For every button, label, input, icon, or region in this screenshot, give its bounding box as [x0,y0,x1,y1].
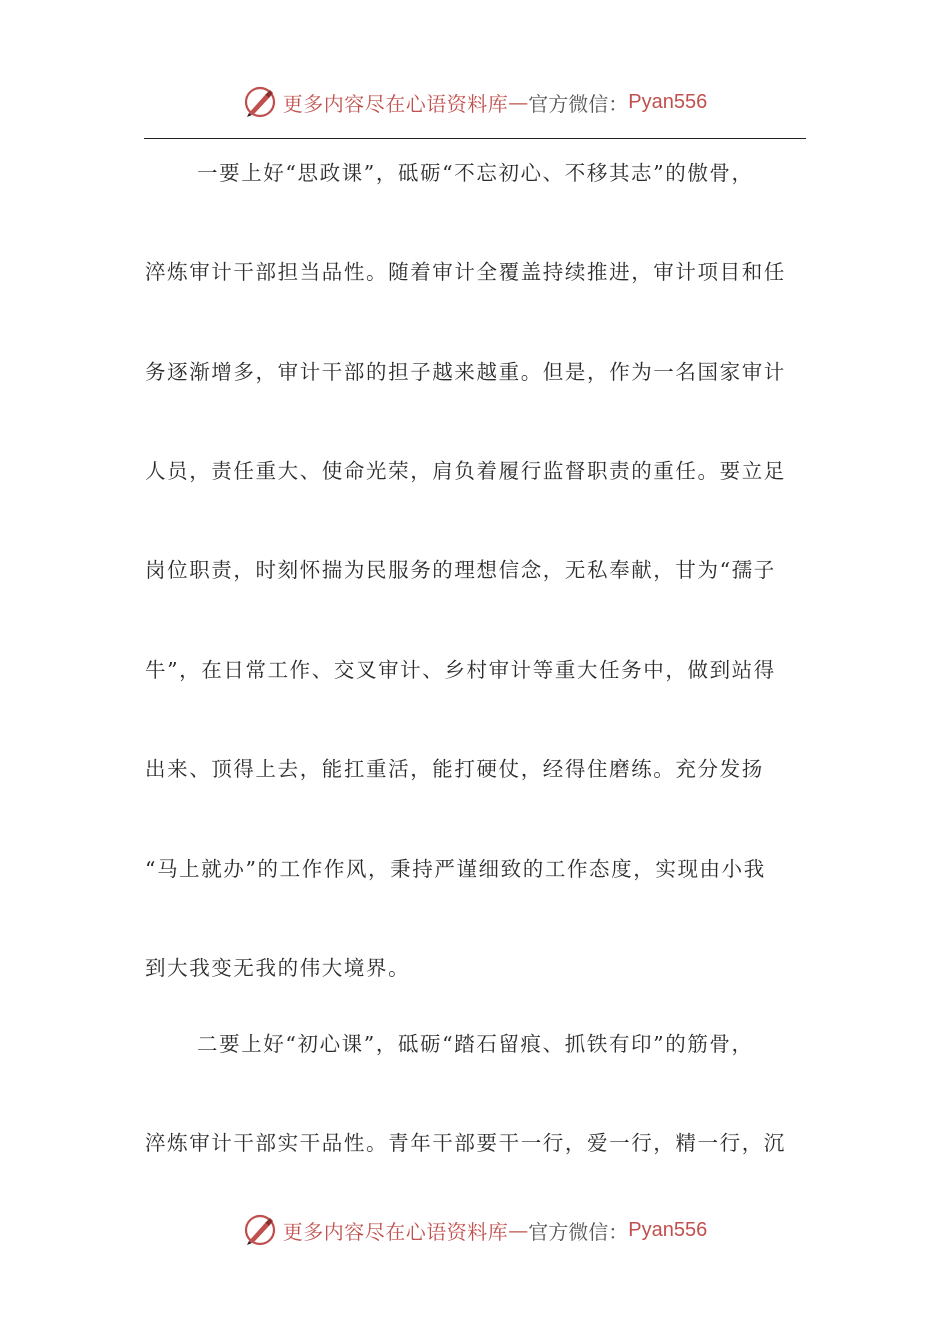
text-line: 出来、顶得上去，能扛重活，能打硬仗，经得住磨练。充分发扬 [145,757,764,781]
pen-logo-icon [243,85,277,119]
site-name: 更多内容尽在心语资料库 [282,91,509,116]
text-line: 淬炼审计干部担当品性。随着审计全覆盖持续推进，审计项目和任 [145,260,786,284]
text-line: 二要上好“初心课”，砥砺“踏石留痕、抓铁有印”的筋骨， [197,1032,754,1056]
text-line: 淬炼审计干部实干品性。青年干部要干一行，爱一行，精一行，沉 [145,1131,786,1155]
wechat-id: Pyan556 [628,1218,708,1241]
footer-banner [0,1210,950,1250]
text-line: 牛”，在日常工作、交叉审计、乡村审计等重大任务中，做到站得 [145,658,776,682]
text-line: 务逐渐增多，审计干部的担子越来越重。但是，作为一名国家审计 [145,360,786,384]
footer-separator: — [508,1218,529,1242]
text-line: 一要上好“思政课”，砥砺“不忘初心、不移其志”的傲骨， [197,161,754,185]
text-line: 到大我变无我的伟大境界。 [145,956,411,980]
wechat-label: 官方微信： [528,91,629,116]
wechat-label: 官方微信： [528,1219,629,1244]
site-name: 更多内容尽在心语资料库 [282,1219,509,1244]
text-line: 人员，责任重大、使命光荣，肩负着履行监督职责的重任。要立足 [145,459,786,483]
header-separator: — [508,90,529,114]
header-banner [0,82,950,122]
text-line: 岗位职责，时刻怀揣为民服务的理想信念，无私奉献，甘为“孺子 [145,558,776,582]
wechat-id: Pyan556 [628,90,708,113]
pen-logo-icon [243,1213,277,1247]
text-line: “马上就办”的工作作风，秉持严谨细致的工作态度，实现由小我 [145,857,766,881]
header-divider [144,138,806,139]
